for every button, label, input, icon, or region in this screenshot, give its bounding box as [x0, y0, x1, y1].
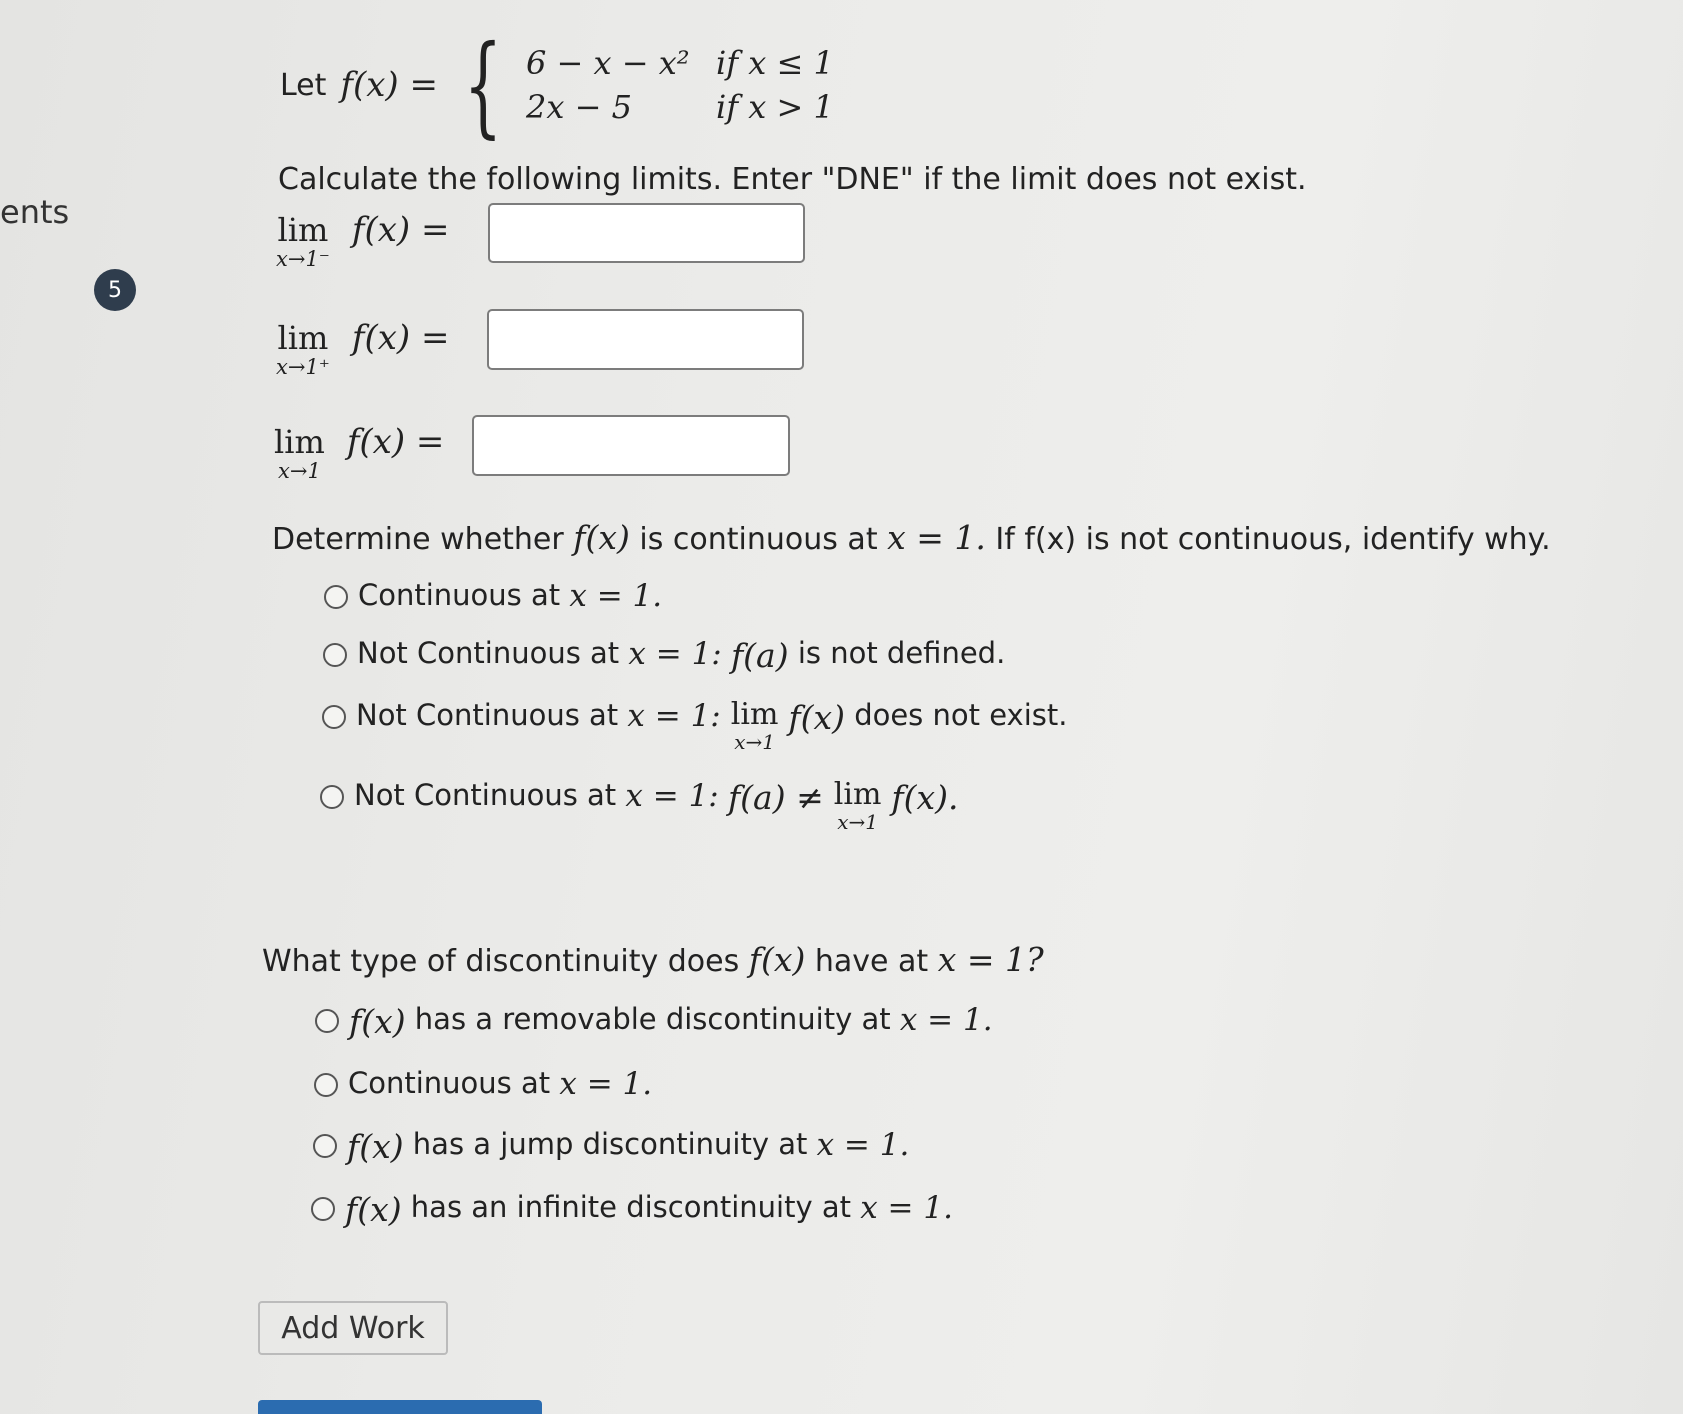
- option-fx: f(x): [347, 1127, 404, 1166]
- definition-prefix: Let: [280, 67, 327, 103]
- limit-fx: f(x) =: [346, 422, 445, 462]
- discontinuity-q-fx: f(x): [748, 940, 806, 979]
- option-eq: x = 1.: [860, 1190, 953, 1226]
- continuity-q-eq: x = 1.: [887, 518, 986, 557]
- option-text: Continuous at: [348, 1066, 551, 1100]
- discontinuity-q-pre: What type of discontinuity does: [262, 944, 740, 979]
- limit-right-input[interactable]: [487, 309, 804, 370]
- option-math-2: f(a) ≠: [727, 778, 824, 817]
- limit-two-sided-input[interactable]: [472, 415, 790, 476]
- case-expr-2: 2x − 5: [526, 88, 632, 126]
- radio-button[interactable]: [324, 585, 348, 609]
- case-cond-2: if x > 1: [716, 88, 834, 126]
- lim-word: lim: [277, 211, 329, 249]
- question-number-badge: 5: [94, 269, 136, 311]
- option-text: Not Continuous at: [354, 778, 617, 812]
- lim-operator: [834, 778, 882, 832]
- limit-right-row: [276, 320, 449, 378]
- lim-word: lim: [277, 319, 329, 357]
- limit-fx: f(x) =: [351, 210, 450, 250]
- continuity-q-pre: Determine whether: [272, 522, 564, 557]
- option-post: does not exist.: [854, 698, 1068, 732]
- brace-symbol: {: [463, 21, 503, 149]
- lim-subscript: x→1: [278, 459, 321, 483]
- discontinuity-option-1[interactable]: [315, 1002, 993, 1041]
- lim-word: lim: [833, 777, 882, 812]
- option-text: Not Continuous at: [356, 698, 619, 732]
- continuity-q-mid: is continuous at: [639, 522, 878, 557]
- option-eq: x = 1.: [816, 1127, 910, 1163]
- lim-operator: [731, 698, 779, 752]
- continuity-q-post: If f(x) is not continuous, identify why.: [995, 522, 1551, 557]
- option-math-2: f(x): [788, 698, 845, 737]
- discontinuity-question: [262, 940, 1044, 979]
- lim-subscript: x→1: [734, 730, 775, 754]
- lim-operator: [276, 320, 330, 378]
- continuity-option-4[interactable]: [320, 778, 958, 832]
- lim-operator: [274, 424, 325, 482]
- option-math-2: f(a): [730, 636, 789, 675]
- add-work-button[interactable]: Add Work: [258, 1301, 448, 1355]
- continuity-q-fx: f(x): [573, 518, 630, 557]
- option-math: x = 1:: [625, 778, 719, 814]
- discontinuity-q-mid: have at: [814, 944, 929, 979]
- limit-fx: f(x) =: [351, 318, 450, 358]
- instructions: Calculate the following limits. Enter "DNE" if the limit does not exist.: [278, 162, 1307, 197]
- function-definition: [280, 21, 834, 149]
- option-eq: x = 1.: [899, 1002, 993, 1038]
- definition-lhs: f(x) =: [340, 65, 438, 105]
- discontinuity-q-eq: x = 1?: [937, 940, 1044, 979]
- radio-button[interactable]: [315, 1009, 339, 1033]
- option-fx: f(x): [349, 1002, 406, 1041]
- discontinuity-option-4[interactable]: [311, 1190, 953, 1229]
- option-text: has a jump discontinuity at: [412, 1127, 808, 1161]
- limit-left-row: [276, 212, 449, 270]
- continuity-option-1[interactable]: [324, 578, 662, 614]
- radio-button[interactable]: [314, 1073, 338, 1097]
- radio-button[interactable]: [320, 785, 344, 809]
- radio-button[interactable]: [313, 1134, 337, 1158]
- option-text: has an infinite discontinuity at: [410, 1190, 851, 1224]
- radio-button[interactable]: [311, 1197, 335, 1221]
- option-math: x = 1:: [627, 698, 721, 734]
- lim-subscript: x→1⁺: [276, 355, 330, 379]
- option-fx: f(x): [345, 1190, 402, 1229]
- lim-operator: [276, 212, 330, 270]
- sidebar-label: ents: [0, 193, 70, 231]
- option-math-3: f(x).: [891, 778, 959, 817]
- discontinuity-option-2[interactable]: [314, 1066, 652, 1102]
- case-cond-1: if x ≤ 1: [716, 44, 834, 82]
- lim-word: lim: [274, 423, 325, 461]
- continuity-question: [272, 518, 1551, 557]
- radio-button[interactable]: [322, 705, 346, 729]
- piecewise-cases: [526, 44, 834, 126]
- option-text: Not Continuous at: [357, 636, 620, 670]
- discontinuity-option-3[interactable]: [313, 1127, 909, 1166]
- option-text: has a removable discontinuity at: [414, 1002, 891, 1036]
- option-eq: x = 1.: [559, 1066, 653, 1102]
- option-text: Continuous at: [358, 578, 561, 612]
- lim-subscript: x→1⁻: [276, 247, 330, 271]
- option-math: x = 1.: [569, 578, 663, 614]
- option-math: x = 1:: [628, 636, 722, 672]
- limit-left-input[interactable]: [488, 203, 805, 263]
- option-post: is not defined.: [797, 636, 1006, 670]
- submit-button-partial[interactable]: [258, 1400, 542, 1414]
- lim-subscript: x→1: [837, 810, 878, 834]
- lim-word: lim: [730, 697, 779, 732]
- continuity-option-2[interactable]: [323, 636, 1005, 675]
- limit-two-sided-row: [274, 424, 444, 482]
- case-expr-1: 6 − x − x²: [526, 44, 690, 82]
- radio-button[interactable]: [323, 643, 347, 667]
- continuity-option-3[interactable]: [322, 698, 1067, 752]
